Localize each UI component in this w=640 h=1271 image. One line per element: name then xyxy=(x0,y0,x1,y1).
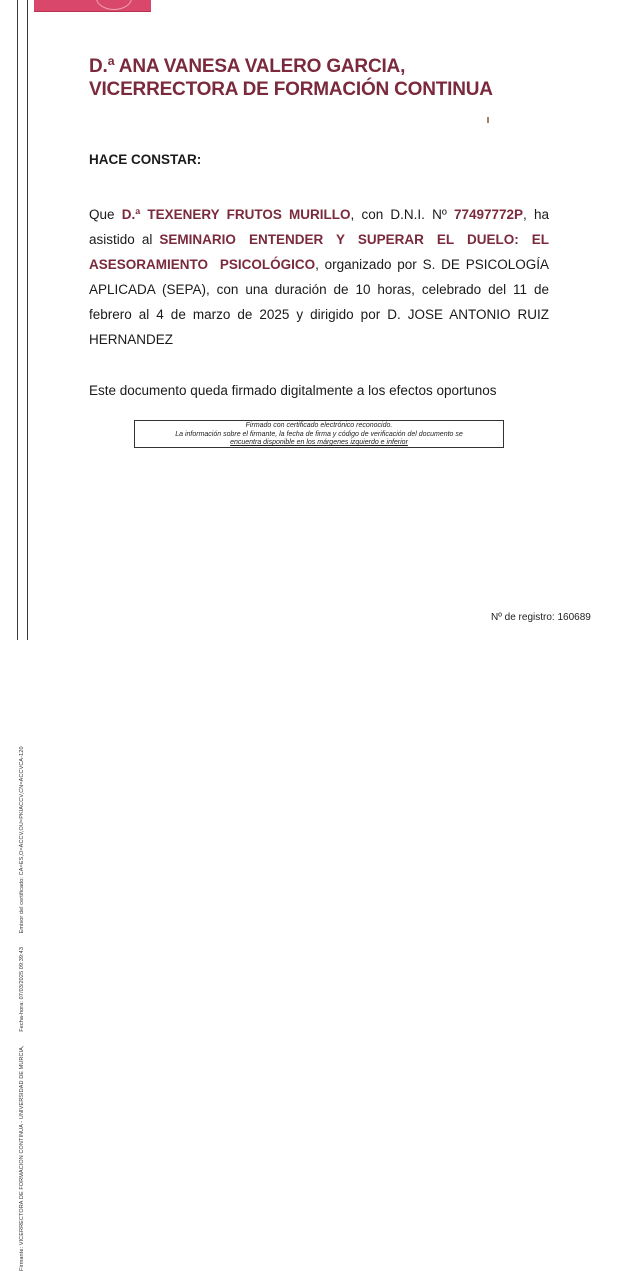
attendee-dni: 77497772P xyxy=(453,207,524,222)
margin-signature-info xyxy=(18,631,27,1271)
sig-line-1: Firmado con certificado electrónico reconocido. xyxy=(245,422,393,429)
attendee-name: D.ª TEXENERY FRUTOS MURILLO xyxy=(121,207,351,222)
signatory-name: D.ª ANA VANESA VALERO GARCIA, xyxy=(89,56,406,77)
logo-emblem-icon xyxy=(96,0,132,10)
signatory-position: VICERRECTORA DE FORMACIÓN CONTINUA xyxy=(89,79,493,100)
certify-heading: HACE CONSTAR: xyxy=(89,152,202,167)
signatory-title xyxy=(89,55,493,101)
margin-border-inner xyxy=(27,0,28,640)
signed-statement: Este documento queda firmado digitalmente a los efectos oportunos xyxy=(89,383,497,398)
sig-line-2: La información sobre el firmante, la fecha de firma y código de verificación del documento se xyxy=(175,430,463,438)
text-dni-prefix: , con D.N.I. Nº xyxy=(350,207,454,222)
certificate-body xyxy=(89,202,549,352)
sig-line-3: encuentra disponible en los márgenes izquierdo e inferior xyxy=(230,439,408,446)
university-logo xyxy=(34,0,151,12)
margin-emisor: Emisor del certificado: CA=ES,O=ACCV,OU=PKIACCV,CN=ACCVCA-120 xyxy=(19,746,25,934)
registration-number: Nº de registro: 160689 xyxy=(491,612,591,623)
margin-fecha-hora: Fecha-hora: 07/03/2025 09:39:43 xyxy=(19,947,25,1032)
text-que: Que xyxy=(89,207,122,222)
scan-mark xyxy=(487,117,489,123)
digital-signature-notice xyxy=(134,420,504,448)
margin-border-outer xyxy=(17,0,18,640)
margin-firmante: Firmante: VICERRECTORA DE FORMACION CONTINUA - UNIVERSIDAD DE MURCIA, xyxy=(19,1045,25,1271)
text-asistido: , ha asistido al xyxy=(89,207,549,247)
text-course-details: , organizado por S. DE PSICOLOGÍA APLICADA (SEPA), con una duración de 10 horas, celebrado del 11 de febrero al 4 de marzo de 2025 y dirigido por D. JOSE ANTONIO RUIZ HERNANDEZ xyxy=(89,257,549,347)
course-title: SEMINARIO ENTENDER Y SUPERAR EL DUELO: EL ASESORAMIENTO PSICOLÓGICO xyxy=(89,232,549,272)
